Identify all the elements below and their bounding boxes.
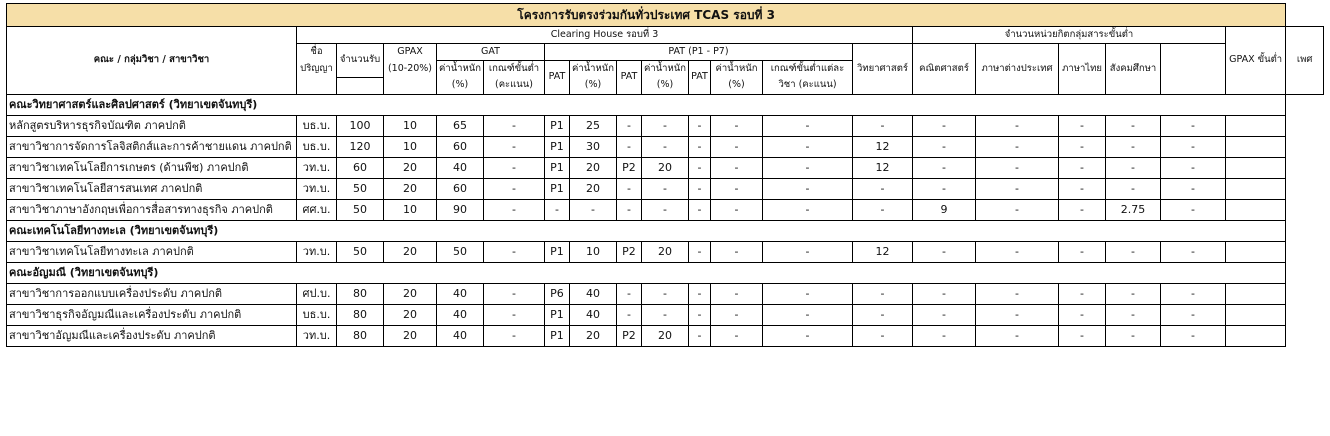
- table-cell[interactable]: -: [642, 304, 689, 325]
- table-cell[interactable]: 20: [642, 325, 689, 346]
- table-cell[interactable]: -: [1059, 136, 1106, 157]
- table-cell[interactable]: -: [689, 304, 711, 325]
- table-cell[interactable]: -: [1161, 241, 1226, 262]
- table-cell[interactable]: -: [689, 283, 711, 304]
- header-pat-2: PAT: [617, 61, 642, 95]
- table-cell[interactable]: -: [763, 325, 853, 346]
- table-cell[interactable]: 50: [337, 178, 384, 199]
- table-cell[interactable]: 20: [384, 178, 437, 199]
- table-cell[interactable]: -: [711, 157, 763, 178]
- table-cell[interactable]: -: [1106, 178, 1161, 199]
- header-pat-weight-2: ค่าน้ำหนัก: [642, 61, 689, 78]
- table-cell[interactable]: วท.บ.: [297, 241, 337, 262]
- table-cell[interactable]: -: [711, 304, 763, 325]
- header-blank: [337, 77, 384, 94]
- table-cell[interactable]: -: [642, 115, 689, 136]
- table-cell[interactable]: วท.บ.: [297, 325, 337, 346]
- table-cell[interactable]: 2.75: [1106, 199, 1161, 220]
- table-cell[interactable]: -: [1059, 199, 1106, 220]
- table-cell[interactable]: -: [763, 115, 853, 136]
- table-cell[interactable]: -: [689, 241, 711, 262]
- table-cell[interactable]: -: [484, 136, 545, 157]
- table-cell[interactable]: -: [711, 178, 763, 199]
- table-cell[interactable]: -: [617, 283, 642, 304]
- table-cell[interactable]: 12: [853, 241, 913, 262]
- table-cell[interactable]: -: [689, 157, 711, 178]
- table-cell[interactable]: -: [976, 178, 1059, 199]
- program-name-cell[interactable]: สาขาวิชาเทคโนโลยีสารสนเทศ ภาคปกติ: [7, 178, 297, 199]
- table-cell[interactable]: 20: [384, 157, 437, 178]
- table-cell[interactable]: -: [1059, 178, 1106, 199]
- table-cell[interactable]: -: [1106, 136, 1161, 157]
- table-cell[interactable]: 20: [570, 325, 617, 346]
- table-cell[interactable]: 60: [437, 178, 484, 199]
- table-cell[interactable]: บธ.บ.: [297, 115, 337, 136]
- table-cell[interactable]: -: [976, 157, 1059, 178]
- header-gpax-min: GPAX ขั้นต่ำ: [1226, 27, 1286, 95]
- header-gat-min: เกณฑ์ขั้นต่ำ: [484, 61, 545, 78]
- table-cell[interactable]: [1226, 199, 1286, 220]
- table-row: [7, 304, 1324, 325]
- table-cell[interactable]: P2: [617, 241, 642, 262]
- table-cell[interactable]: วท.บ.: [297, 157, 337, 178]
- program-name-cell[interactable]: หลักสูตรบริหารธุรกิจบัณฑิต ภาคปกติ: [7, 115, 297, 136]
- table-cell[interactable]: 40: [437, 325, 484, 346]
- table-cell[interactable]: -: [913, 325, 976, 346]
- header-blank: [297, 77, 337, 94]
- table-cell[interactable]: -: [689, 199, 711, 220]
- table-cell[interactable]: -: [1106, 325, 1161, 346]
- table-cell[interactable]: -: [1059, 241, 1106, 262]
- table-cell[interactable]: -: [617, 178, 642, 199]
- table-cell[interactable]: 20: [384, 283, 437, 304]
- header-science: วิทยาศาสตร์: [853, 44, 913, 95]
- table-row: [7, 115, 1324, 136]
- table-cell[interactable]: 40: [570, 283, 617, 304]
- table-cell[interactable]: -: [1106, 304, 1161, 325]
- table-cell[interactable]: บธ.บ.: [297, 136, 337, 157]
- table-row: [7, 178, 1324, 199]
- table-cell[interactable]: 40: [570, 304, 617, 325]
- table-cell[interactable]: -: [853, 283, 913, 304]
- program-name-cell[interactable]: สาขาวิชาการจัดการโลจิสติกส์และการค้าชายแดน ภาคปกติ: [7, 136, 297, 157]
- table-cell[interactable]: -: [763, 157, 853, 178]
- table-cell[interactable]: -: [570, 199, 617, 220]
- table-cell[interactable]: 10: [384, 136, 437, 157]
- table-cell[interactable]: -: [1059, 304, 1106, 325]
- table-cell[interactable]: -: [689, 115, 711, 136]
- table-cell[interactable]: -: [1059, 115, 1106, 136]
- table-cell[interactable]: -: [913, 157, 976, 178]
- program-name-cell[interactable]: สาขาวิชาธุรกิจอัญมณีและเครื่องประดับ ภาคปกติ: [7, 304, 297, 325]
- table-cell[interactable]: -: [484, 199, 545, 220]
- table-cell[interactable]: [1226, 157, 1286, 178]
- table-cell[interactable]: วท.บ.: [297, 178, 337, 199]
- table-cell[interactable]: [1226, 115, 1286, 136]
- table-cell[interactable]: [1226, 283, 1286, 304]
- table-cell[interactable]: -: [913, 136, 976, 157]
- header-clearing-house: Clearing House รอบที่ 3: [297, 27, 913, 44]
- table-cell[interactable]: P1: [545, 241, 570, 262]
- table-cell[interactable]: -: [484, 178, 545, 199]
- header-degree-2: ปริญญา: [297, 61, 337, 78]
- table-row: [7, 325, 1324, 346]
- table-cell[interactable]: P1: [545, 304, 570, 325]
- table-cell[interactable]: -: [853, 199, 913, 220]
- table-cell[interactable]: -: [1106, 283, 1161, 304]
- table-cell[interactable]: -: [976, 283, 1059, 304]
- table-cell[interactable]: -: [763, 241, 853, 262]
- table-cell[interactable]: 65: [437, 115, 484, 136]
- table-cell[interactable]: 80: [337, 304, 384, 325]
- table-cell[interactable]: -: [711, 115, 763, 136]
- table-cell[interactable]: 40: [437, 157, 484, 178]
- table-title: โครงการรับตรงร่วมกันทั่วประเทศ TCAS รอบที่ 3: [7, 4, 1286, 27]
- faculty-header: คณะเทคโนโลยีทางทะเล (วิทยาเขตจันทบุรี): [7, 220, 1286, 241]
- table-cell[interactable]: 20: [570, 157, 617, 178]
- table-row: [7, 199, 1324, 220]
- table-cell[interactable]: -: [711, 241, 763, 262]
- table-cell[interactable]: 80: [337, 325, 384, 346]
- faculty-header: คณะอัญมณี (วิทยาเขตจันทบุรี): [7, 262, 1286, 283]
- header-foreign: ภาษาต่างประเทศ: [976, 44, 1059, 95]
- table-cell[interactable]: -: [763, 136, 853, 157]
- header-pat-weight-1: ค่าน้ำหนัก: [570, 61, 617, 78]
- table-cell[interactable]: -: [913, 178, 976, 199]
- table-cell[interactable]: -: [976, 325, 1059, 346]
- spreadsheet: [6, 3, 1324, 347]
- program-name-cell[interactable]: สาขาวิชาเทคโนโลยีการเกษตร (ด้านพืช) ภาคปกติ: [7, 157, 297, 178]
- table-cell[interactable]: -: [1161, 136, 1226, 157]
- table-cell[interactable]: -: [484, 283, 545, 304]
- table-cell[interactable]: ศศ.บ.: [297, 199, 337, 220]
- program-name-cell[interactable]: สาขาวิชาอัญมณีและเครื่องประดับ ภาคปกติ: [7, 325, 297, 346]
- table-cell[interactable]: -: [976, 241, 1059, 262]
- table-cell[interactable]: -: [763, 304, 853, 325]
- table-row: [7, 283, 1324, 304]
- table-cell[interactable]: -: [711, 136, 763, 157]
- table-cell[interactable]: -: [617, 115, 642, 136]
- header-gat: GAT: [437, 44, 545, 61]
- table-cell[interactable]: [1226, 178, 1286, 199]
- table-cell[interactable]: -: [1106, 241, 1161, 262]
- table-cell[interactable]: P1: [545, 325, 570, 346]
- table-cell[interactable]: -: [853, 304, 913, 325]
- table-cell[interactable]: -: [913, 283, 976, 304]
- table-cell[interactable]: P2: [617, 157, 642, 178]
- table-cell[interactable]: [1226, 241, 1286, 262]
- table-cell[interactable]: -: [1161, 157, 1226, 178]
- table-cell[interactable]: 10: [384, 199, 437, 220]
- table-row: [7, 157, 1324, 178]
- table-cell[interactable]: [1226, 325, 1286, 346]
- header-seats: จำนวนรับ: [337, 44, 384, 78]
- table-cell[interactable]: 40: [437, 304, 484, 325]
- table-cell[interactable]: -: [976, 136, 1059, 157]
- table-cell[interactable]: -: [1059, 157, 1106, 178]
- table-cell[interactable]: 50: [337, 241, 384, 262]
- table-cell[interactable]: -: [853, 325, 913, 346]
- header-pat-weight-2b: (%): [642, 77, 689, 94]
- header-pat-min-2: วิชา (คะแนน): [763, 77, 853, 94]
- table-cell[interactable]: 40: [437, 283, 484, 304]
- table-cell[interactable]: -: [689, 136, 711, 157]
- header-degree: ชื่อ: [297, 44, 337, 61]
- header-pat-1: PAT: [545, 61, 570, 95]
- table-cell[interactable]: 100: [337, 115, 384, 136]
- table-cell[interactable]: 12: [853, 136, 913, 157]
- table-cell[interactable]: 30: [570, 136, 617, 157]
- table-cell[interactable]: 50: [337, 199, 384, 220]
- table-row: [7, 241, 1324, 262]
- table-cell[interactable]: -: [913, 115, 976, 136]
- table-cell[interactable]: -: [484, 157, 545, 178]
- table-cell[interactable]: [1226, 304, 1286, 325]
- table-cell[interactable]: 20: [642, 157, 689, 178]
- header-gat-min-2: (คะแนน): [484, 77, 545, 94]
- table-row: [7, 136, 1324, 157]
- table-cell[interactable]: -: [484, 325, 545, 346]
- table-cell[interactable]: -: [711, 325, 763, 346]
- faculty-header: คณะวิทยาศาสตร์และศิลปศาสตร์ (วิทยาเขตจันทบุรี): [7, 94, 1286, 115]
- table-cell[interactable]: P1: [545, 178, 570, 199]
- table-cell[interactable]: -: [617, 199, 642, 220]
- table-cell[interactable]: -: [642, 178, 689, 199]
- table-cell[interactable]: -: [913, 241, 976, 262]
- table-cell[interactable]: 60: [437, 136, 484, 157]
- header-pat-weight-1b: (%): [570, 77, 617, 94]
- table-cell[interactable]: -: [1161, 199, 1226, 220]
- header-blank: [384, 77, 437, 94]
- table-cell[interactable]: 50: [437, 241, 484, 262]
- table-cell[interactable]: -: [976, 304, 1059, 325]
- header-gat-weight: ค่าน้ำหนัก: [437, 61, 484, 78]
- table-cell[interactable]: P2: [617, 325, 642, 346]
- table-cell[interactable]: 9: [913, 199, 976, 220]
- header-gpax-2: (10-20%): [384, 61, 437, 78]
- table-cell[interactable]: 20: [384, 304, 437, 325]
- table-cell[interactable]: 20: [570, 178, 617, 199]
- header-pat-weight-3: ค่าน้ำหนัก: [711, 61, 763, 78]
- program-name-cell[interactable]: สาขาวิชาภาษาอังกฤษเพื่อการสื่อสารทางธุรกิจ ภาคปกติ: [7, 199, 297, 220]
- header-gat-weight-2: (%): [437, 77, 484, 94]
- table-cell[interactable]: -: [689, 325, 711, 346]
- table-cell[interactable]: P1: [545, 115, 570, 136]
- header-gpax: GPAX: [384, 44, 437, 61]
- table-cell[interactable]: -: [763, 199, 853, 220]
- table-cell[interactable]: -: [763, 283, 853, 304]
- header-social: สังคมศึกษา: [1106, 44, 1161, 95]
- table-cell[interactable]: -: [484, 304, 545, 325]
- header-min-units: จำนวนหน่วยกิตกลุ่มสาระขั้นต่ำ: [913, 27, 1226, 44]
- header-pat-min: เกณฑ์ขั้นต่ำแต่ละ: [763, 61, 853, 78]
- table-cell[interactable]: -: [711, 199, 763, 220]
- table-cell[interactable]: -: [976, 115, 1059, 136]
- header-faculty: คณะ / กลุ่มวิชา / สาขาวิชา: [7, 27, 297, 95]
- table-cell[interactable]: 80: [337, 283, 384, 304]
- table-cell[interactable]: -: [853, 115, 913, 136]
- table-cell[interactable]: P1: [545, 157, 570, 178]
- table-cell[interactable]: ศป.บ.: [297, 283, 337, 304]
- table-cell[interactable]: -: [1161, 283, 1226, 304]
- header-math: คณิตศาสตร์: [913, 44, 976, 95]
- table-cell[interactable]: -: [642, 199, 689, 220]
- header-pat-3: PAT: [689, 61, 711, 95]
- table-cell[interactable]: -: [642, 283, 689, 304]
- table-cell[interactable]: -: [1161, 178, 1226, 199]
- table-cell[interactable]: -: [853, 178, 913, 199]
- table-cell[interactable]: -: [711, 283, 763, 304]
- table-cell[interactable]: -: [484, 115, 545, 136]
- program-name-cell[interactable]: สาขาวิชาการออกแบบเครื่องประดับ ภาคปกติ: [7, 283, 297, 304]
- table-cell[interactable]: 60: [337, 157, 384, 178]
- table-cell[interactable]: 10: [384, 115, 437, 136]
- table-cell[interactable]: บธ.บ.: [297, 304, 337, 325]
- header-gender: เพศ: [1286, 27, 1324, 95]
- header-pat-group: PAT (P1 - P7): [545, 44, 853, 61]
- table-cell[interactable]: -: [763, 178, 853, 199]
- table-cell[interactable]: -: [1161, 304, 1226, 325]
- table-cell[interactable]: -: [1106, 157, 1161, 178]
- table-cell[interactable]: 25: [570, 115, 617, 136]
- table-cell[interactable]: 120: [337, 136, 384, 157]
- table-cell[interactable]: -: [913, 304, 976, 325]
- table-cell[interactable]: -: [1059, 283, 1106, 304]
- table-cell[interactable]: -: [545, 199, 570, 220]
- table-cell[interactable]: 12: [853, 157, 913, 178]
- table-cell[interactable]: -: [689, 178, 711, 199]
- table-cell[interactable]: P1: [545, 136, 570, 157]
- table-cell[interactable]: -: [484, 241, 545, 262]
- table-cell[interactable]: -: [1059, 325, 1106, 346]
- table-cell[interactable]: -: [1161, 325, 1226, 346]
- table-cell[interactable]: 10: [570, 241, 617, 262]
- table-cell[interactable]: -: [976, 199, 1059, 220]
- program-name-cell[interactable]: สาขาวิชาเทคโนโลยีทางทะเล ภาคปกติ: [7, 241, 297, 262]
- table-cell[interactable]: 20: [384, 325, 437, 346]
- header-thai: ภาษาไทย: [1059, 44, 1106, 95]
- header-pat-weight-3b: (%): [711, 77, 763, 94]
- table-cell[interactable]: 90: [437, 199, 484, 220]
- table-cell[interactable]: -: [617, 136, 642, 157]
- table-cell[interactable]: -: [642, 136, 689, 157]
- table-cell[interactable]: [1226, 136, 1286, 157]
- table-cell[interactable]: -: [1106, 115, 1161, 136]
- table-cell[interactable]: -: [617, 304, 642, 325]
- admission-table: [6, 3, 1324, 347]
- table-cell[interactable]: P6: [545, 283, 570, 304]
- table-cell[interactable]: 20: [384, 241, 437, 262]
- table-cell[interactable]: -: [1161, 115, 1226, 136]
- table-cell[interactable]: 20: [642, 241, 689, 262]
